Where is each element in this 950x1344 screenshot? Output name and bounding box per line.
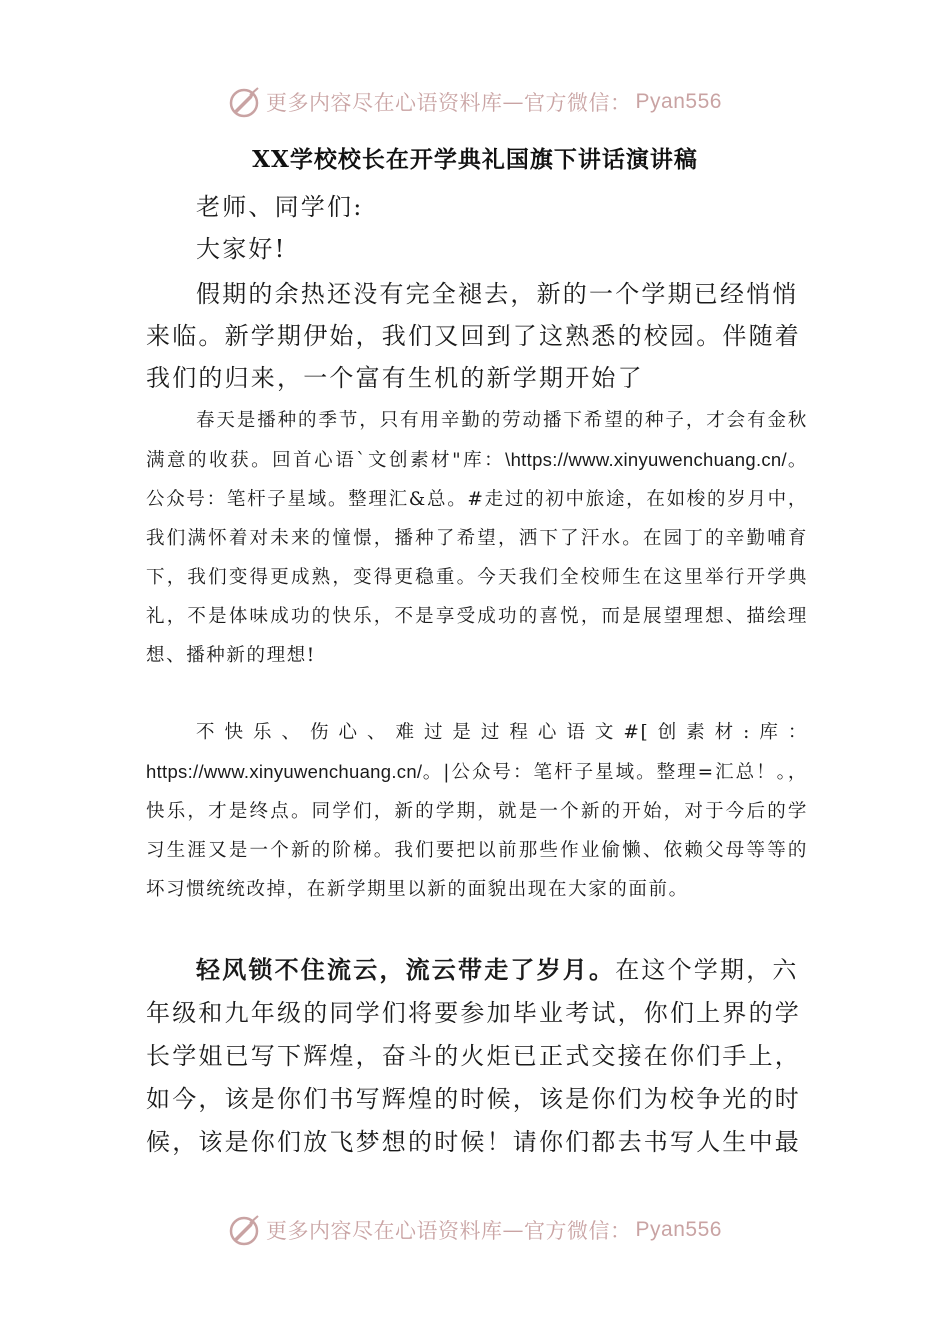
banner-text: 更多内容尽在心语资料库	[266, 91, 503, 115]
paragraph-4	[146, 948, 808, 1164]
footer-banner-wechat-label: 官方微信：	[524, 1219, 632, 1243]
footer-banner-separator: —	[502, 1218, 525, 1242]
paragraph-2	[146, 401, 808, 675]
header-banner	[0, 80, 950, 124]
paragraph-1	[146, 273, 808, 399]
paragraph-3	[146, 713, 808, 909]
document-title: XX学校校长在开学典礼国旗下讲话演讲稿	[252, 146, 698, 173]
footer-banner-wechat-id: Pyan556	[635, 1218, 722, 1241]
paragraph-3-part-b: 。|公众号：笔杆子星域。整理=汇总！。，快乐，才是终点。同学们，新的学期，就是一个新的开始，对于今后的学习生涯又是一个新的阶梯。我们要把以前那些作业偷懒、依赖父母等等的坏习惯统统改掉，在新学期里以新的面貌出现在大家的面前。	[146, 762, 808, 900]
greeting-teachers: 老师、同学们:	[196, 193, 364, 221]
paragraph-4-text	[146, 948, 808, 1164]
banner-wechat-id: Pyan556	[635, 90, 722, 113]
greeting-everyone: 大家好!	[196, 235, 287, 263]
banner-wechat-label: 官方微信：	[524, 91, 632, 115]
paragraph-4-rest: 在这个学期，六年级和九年级的同学们将要参加毕业考试，你们上界的学长学姐已写下辉煌，奋斗的火炬已正式交接在你们手上，如今，该是你们书写辉煌的时候，该是你们为校争光的时候，该是你们放飞梦想的时候！请你们都去书写人生中最	[146, 956, 801, 1156]
paragraph-1-text: 假期的余热还没有完全褪去，新的一个学期已经悄悄来临。新学期伊始，我们又回到了这熟悉的校园。伴随着我们的归来，一个富有生机的新学期开始了	[146, 280, 801, 392]
paragraph-2-part-b: 。公众号：笔杆子星域。整理汇&总。#走过的初中旅途，在如梭的岁月中，我们满怀着对未来的憧憬，播种了希望，洒下了汗水。在园丁的辛勤哺育下，我们变得更成熟，变得更稳重。今天我们全校师生在这里举行开学典礼，不是体味成功的快乐，不是享受成功的喜悦，而是展望理想、描绘理想、播种新的理想!	[146, 450, 808, 666]
paragraph-3-part-a: 不快乐、伤心、难过是过程心语文#[创素材:库：	[196, 722, 808, 743]
paragraph-3-url: https://www.xinyuwenchuang.cn/	[146, 761, 423, 782]
pen-logo-icon	[228, 1213, 262, 1247]
paragraph-2-url: \https://www.xinyuwenchuang.cn/	[505, 449, 787, 470]
pen-logo-icon	[228, 85, 262, 119]
footer-banner-text: 更多内容尽在心语资料库	[266, 1219, 503, 1243]
paragraph-2-text	[146, 401, 808, 675]
paragraph-3-text	[146, 713, 808, 909]
greeting-block	[146, 186, 808, 270]
paragraph-2-part-a: 春天是播种的季节，只有用辛勤的劳动播下希望的种子，才会有金秋满意的收获。回首心语`文创素材"库：	[146, 410, 808, 471]
banner-separator: —	[502, 90, 525, 114]
paragraph-4-bold-lead: 轻风锁不住流云，流云带走了岁月。	[196, 955, 616, 984]
footer-banner	[0, 1208, 950, 1252]
